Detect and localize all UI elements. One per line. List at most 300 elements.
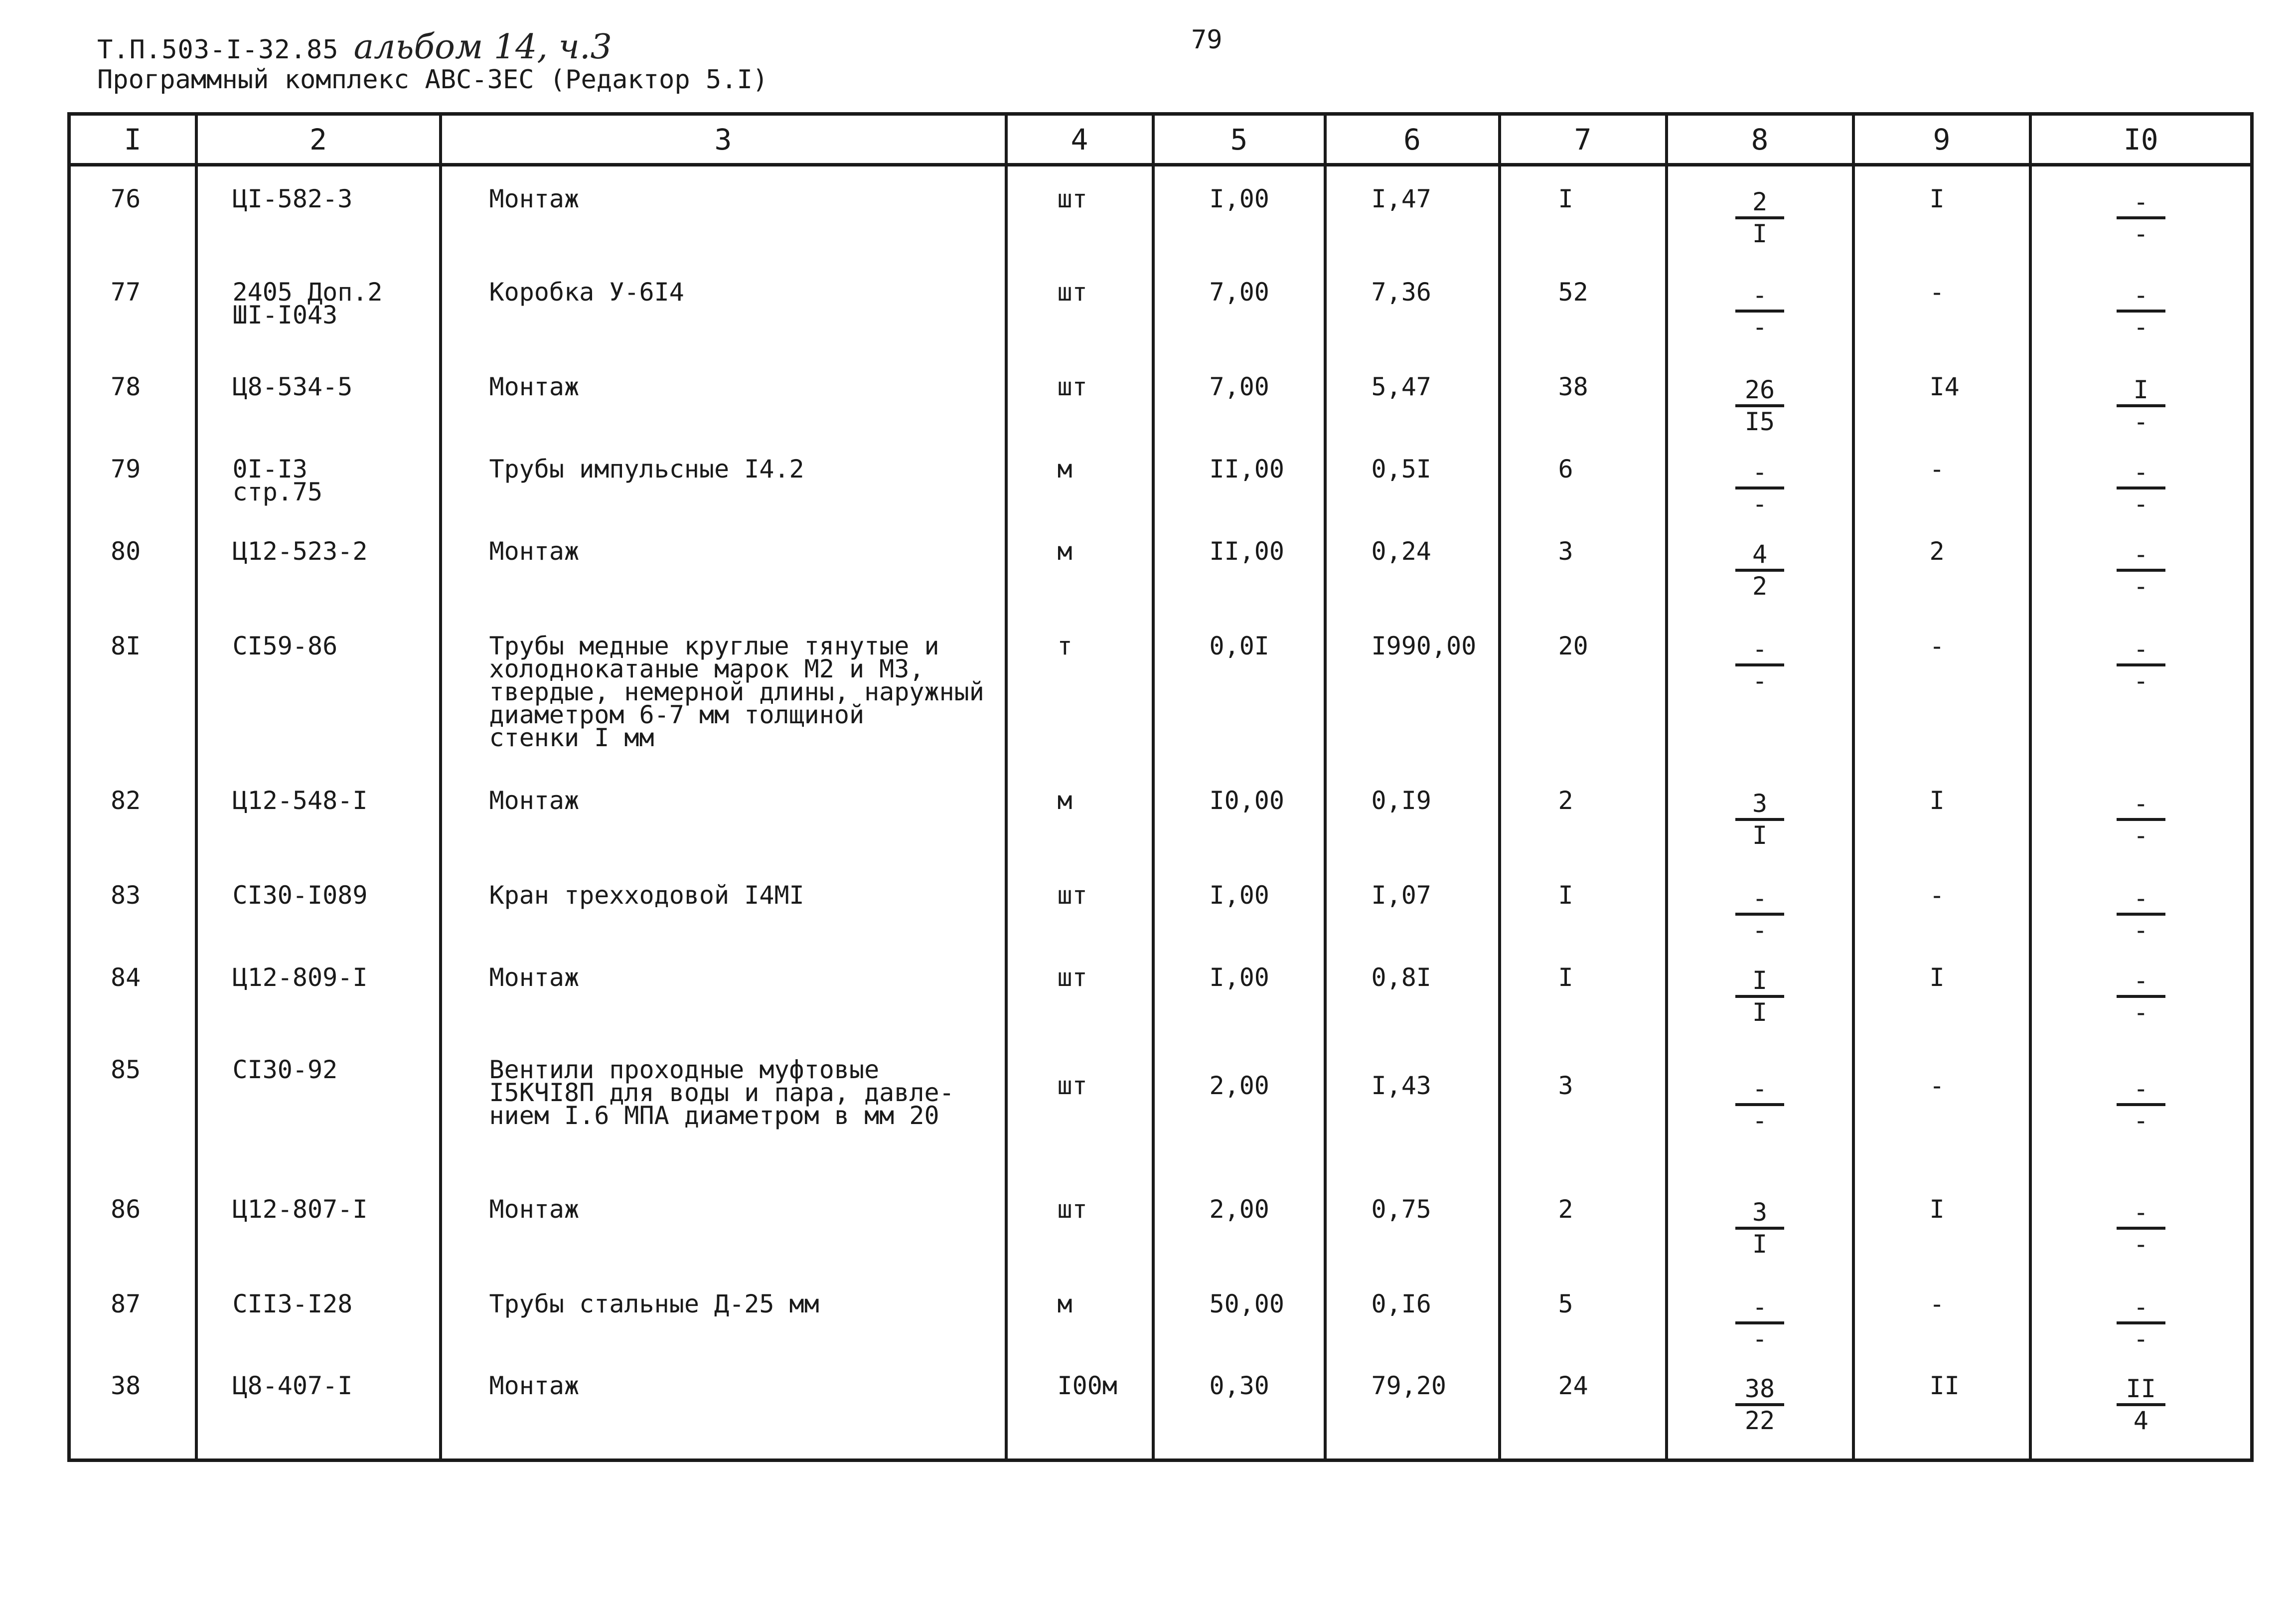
table-row: [69, 437, 2252, 519]
fraction-10: [2114, 458, 2168, 518]
column-7-text: I: [1558, 880, 1573, 910]
column-9-text: I4: [1929, 372, 1960, 401]
fraction-8: [1732, 1198, 1787, 1259]
unit-cost: [1325, 863, 1500, 945]
fraction-10-numerator: -: [2117, 635, 2165, 666]
column-header-9: 9: [1853, 114, 2030, 165]
fraction-10-numerator: -: [2117, 1198, 2165, 1230]
price-code-line: СI30-I089: [232, 880, 368, 910]
column-9-value: [1853, 1353, 2030, 1460]
price-code-line: СII3-I28: [232, 1289, 353, 1318]
unit-cost-text: 0,24: [1371, 536, 1431, 566]
fraction-8-denominator: -: [1752, 666, 1768, 695]
column-8-fraction: [1667, 437, 1853, 519]
column-7-value: [1500, 437, 1667, 519]
unit-text: шт: [1057, 184, 1087, 213]
row-number-text: 38: [111, 1371, 141, 1400]
column-header-3: 3: [441, 114, 1006, 165]
price-code-line: ШI-I043: [232, 300, 338, 329]
column-7-value: [1500, 1037, 1667, 1177]
column-header-7: 7: [1500, 114, 1667, 165]
unit-cost-text: 0,8I: [1371, 963, 1431, 992]
column-9-text: -: [1929, 631, 1945, 660]
price-code: [196, 165, 441, 260]
fraction-10-denominator: -: [2133, 997, 2148, 1027]
work-description: [441, 768, 1006, 863]
fraction-8: [1732, 789, 1787, 850]
row-number: [69, 945, 196, 1037]
fraction-8-denominator: -: [1752, 312, 1768, 341]
price-code: [196, 260, 441, 354]
description-line: Монтаж: [489, 786, 580, 815]
work-description: [441, 863, 1006, 945]
unit-cost: [1325, 1353, 1500, 1460]
work-description: [441, 945, 1006, 1037]
column-9-text: I: [1929, 1194, 1945, 1224]
column-7-value: [1500, 768, 1667, 863]
column-9-value: [1853, 614, 2030, 768]
row-number: [69, 863, 196, 945]
fraction-10-numerator: -: [2117, 540, 2165, 572]
column-9-text: -: [1929, 880, 1945, 910]
column-9-text: I: [1929, 963, 1945, 992]
unit-text: шт: [1057, 880, 1087, 910]
column-7-text: 52: [1558, 277, 1588, 307]
column-7-text: 24: [1558, 1371, 1588, 1400]
fraction-8: [1732, 635, 1787, 695]
row-number: [69, 1272, 196, 1353]
unit-of-measure: [1006, 1037, 1153, 1177]
price-code-line: Ц12-807-I: [232, 1194, 368, 1224]
fraction-10-numerator: I: [2117, 375, 2165, 407]
fraction-8-denominator: I: [1752, 1229, 1768, 1259]
description-line: Монтаж: [489, 536, 580, 566]
row-number: [69, 1037, 196, 1177]
column-header-4: 4: [1006, 114, 1153, 165]
price-code-line: СI30-92: [232, 1055, 338, 1084]
fraction-8: [1732, 458, 1787, 518]
quantity: [1153, 1177, 1325, 1272]
unit-cost-text: 0,I9: [1371, 786, 1431, 815]
quantity: [1153, 768, 1325, 863]
price-code-line: Ц8-534-5: [232, 372, 353, 401]
price-code-line: Ц8-407-I: [232, 1371, 353, 1400]
price-code-line: 0I-I3: [232, 454, 308, 484]
row-number: [69, 260, 196, 354]
fraction-8: [1732, 1293, 1787, 1353]
quantity: [1153, 260, 1325, 354]
unit-of-measure: [1006, 614, 1153, 768]
quantity: [1153, 614, 1325, 768]
column-7-value: [1500, 1272, 1667, 1353]
unit-cost: [1325, 519, 1500, 614]
price-code-line: ЦI-582-3: [232, 184, 353, 213]
quantity-text: I,00: [1209, 880, 1269, 910]
fraction-8-denominator: I: [1752, 219, 1768, 248]
column-7-value: [1500, 945, 1667, 1037]
price-code: [196, 1353, 441, 1460]
document-code: Т.П.503-I-32.85: [97, 35, 339, 65]
column-7-text: 6: [1558, 454, 1573, 484]
quantity-text: I,00: [1209, 963, 1269, 992]
column-9-text: I: [1929, 786, 1945, 815]
row-number-text: 86: [111, 1194, 141, 1224]
quantity: [1153, 437, 1325, 519]
column-10-fraction: [2030, 945, 2252, 1037]
quantity: [1153, 945, 1325, 1037]
price-code: [196, 1272, 441, 1353]
column-7-text: 5: [1558, 1289, 1573, 1318]
unit-cost: [1325, 1037, 1500, 1177]
column-7-text: 3: [1558, 536, 1573, 566]
price-code: [196, 519, 441, 614]
fraction-8-numerator: -: [1735, 1074, 1784, 1106]
estimate-table-wrapper: [67, 112, 2254, 1462]
column-header-2: 2: [196, 114, 441, 165]
column-7-text: I: [1558, 184, 1573, 213]
fraction-8-denominator: I: [1752, 997, 1768, 1027]
row-number: [69, 354, 196, 437]
column-9-value: [1853, 1272, 2030, 1353]
description-line: Монтаж: [489, 184, 580, 213]
quantity: [1153, 354, 1325, 437]
fraction-8-numerator: 3: [1735, 789, 1784, 821]
table-body: [69, 165, 2252, 1460]
column-9-value: [1853, 1037, 2030, 1177]
row-number-text: 76: [111, 184, 141, 213]
column-9-value: [1853, 260, 2030, 354]
fraction-8: [1732, 966, 1787, 1027]
description-line: Коробка У-6I4: [489, 277, 684, 307]
unit-cost-text: 0,5I: [1371, 454, 1431, 484]
work-description: [441, 1272, 1006, 1353]
unit-of-measure: [1006, 165, 1153, 260]
column-9-value: [1853, 945, 2030, 1037]
column-7-text: 2: [1558, 1194, 1573, 1224]
unit-of-measure: [1006, 945, 1153, 1037]
unit-of-measure: [1006, 1177, 1153, 1272]
unit-cost-text: 0,75: [1371, 1194, 1431, 1224]
work-description: [441, 614, 1006, 768]
column-8-fraction: [1667, 260, 1853, 354]
quantity: [1153, 165, 1325, 260]
column-9-value: [1853, 354, 2030, 437]
fraction-8-denominator: I: [1752, 820, 1768, 850]
work-description: [441, 260, 1006, 354]
row-number-text: 82: [111, 786, 141, 815]
handwritten-album-note: альбом 14, ч.3: [353, 27, 612, 67]
column-9-text: 2: [1929, 536, 1945, 566]
fraction-8-numerator: 2: [1735, 187, 1784, 219]
quantity-text: 50,00: [1209, 1289, 1285, 1318]
work-description: [441, 437, 1006, 519]
quantity: [1153, 519, 1325, 614]
unit-text: шт: [1057, 277, 1087, 307]
column-8-fraction: [1667, 1037, 1853, 1177]
column-8-fraction: [1667, 945, 1853, 1037]
quantity-text: 2,00: [1209, 1194, 1269, 1224]
fraction-10-numerator: -: [2117, 966, 2165, 998]
unit-cost-text: 5,47: [1371, 372, 1431, 401]
column-10-fraction: [2030, 768, 2252, 863]
page-number: 79: [1191, 25, 1223, 55]
fraction-10: [2114, 884, 2168, 945]
fraction-8-denominator: 2: [1752, 571, 1768, 601]
column-10-fraction: [2030, 165, 2252, 260]
fraction-10-denominator: -: [2133, 915, 2148, 945]
table-row: [69, 519, 2252, 614]
unit-cost-text: I,43: [1371, 1071, 1431, 1100]
quantity-text: I,00: [1209, 184, 1269, 213]
description-line: диаметром 6-7 мм толщиной: [489, 700, 865, 729]
column-header-8: 8: [1667, 114, 1853, 165]
quantity-text: 7,00: [1209, 372, 1269, 401]
fraction-8-numerator: 3: [1735, 1198, 1784, 1230]
quantity-text: I0,00: [1209, 786, 1285, 815]
column-9-value: [1853, 863, 2030, 945]
description-line: Монтаж: [489, 1371, 580, 1400]
unit-cost-text: 7,36: [1371, 277, 1431, 307]
fraction-8: [1732, 187, 1787, 248]
description-line: Трубы импульсные I4.2: [489, 454, 804, 484]
fraction-8: [1732, 884, 1787, 945]
row-number: [69, 519, 196, 614]
price-code: [196, 863, 441, 945]
column-10-fraction: [2030, 1037, 2252, 1177]
fraction-10-numerator: II: [2117, 1374, 2165, 1406]
column-7-value: [1500, 863, 1667, 945]
column-7-text: 38: [1558, 372, 1588, 401]
work-description: [441, 354, 1006, 437]
column-8-fraction: [1667, 614, 1853, 768]
column-8-fraction: [1667, 354, 1853, 437]
document-subtitle: Программный комплекс АВС-3ЕС (Редактор 5.I): [97, 65, 768, 95]
fraction-8-numerator: -: [1735, 884, 1784, 916]
fraction-8: [1732, 1074, 1787, 1135]
work-description: [441, 1353, 1006, 1460]
column-9-value: [1853, 437, 2030, 519]
fraction-8: [1732, 1374, 1787, 1435]
unit-text: м: [1057, 1289, 1072, 1318]
description-line: твердые, немерной длины, наружный: [489, 677, 984, 706]
price-code: [196, 437, 441, 519]
fraction-8-numerator: -: [1735, 458, 1784, 489]
fraction-10-denominator: -: [2133, 407, 2148, 436]
work-description: [441, 1037, 1006, 1177]
fraction-10-numerator: -: [2117, 187, 2165, 219]
description-line: I5КЧI8П для воды и пара, давле-: [489, 1078, 954, 1107]
column-10-fraction: [2030, 1177, 2252, 1272]
row-number-text: 77: [111, 277, 141, 307]
column-7-value: [1500, 165, 1667, 260]
fraction-10-denominator: -: [2133, 219, 2148, 248]
row-number-text: 80: [111, 536, 141, 566]
column-9-text: II: [1929, 1371, 1960, 1400]
price-code-line: СI59-86: [232, 631, 338, 660]
column-header-1: I: [69, 114, 196, 165]
column-header-5: 5: [1153, 114, 1325, 165]
row-number-text: 8I: [111, 631, 141, 660]
column-8-fraction: [1667, 1353, 1853, 1460]
unit-cost-text: I990,00: [1371, 631, 1477, 660]
unit-of-measure: [1006, 260, 1153, 354]
column-7-value: [1500, 354, 1667, 437]
quantity-text: 0,0I: [1209, 631, 1269, 660]
unit-of-measure: [1006, 768, 1153, 863]
column-7-value: [1500, 1353, 1667, 1460]
fraction-10-numerator: -: [2117, 789, 2165, 821]
row-number: [69, 768, 196, 863]
fraction-8-denominator: -: [1752, 1106, 1768, 1135]
unit-text: м: [1057, 786, 1072, 815]
fraction-8-denominator: I5: [1744, 407, 1775, 436]
fraction-10: [2114, 1374, 2168, 1435]
row-number: [69, 614, 196, 768]
quantity: [1153, 1037, 1325, 1177]
column-9-value: [1853, 165, 2030, 260]
row-number-text: 79: [111, 454, 141, 484]
column-7-text: 20: [1558, 631, 1588, 660]
fraction-10-numerator: -: [2117, 1074, 2165, 1106]
fraction-10-denominator: -: [2133, 312, 2148, 341]
description-line: Вентили проходные муфтовые: [489, 1055, 880, 1084]
column-8-fraction: [1667, 165, 1853, 260]
description-line: Монтаж: [489, 963, 580, 992]
column-10-fraction: [2030, 437, 2252, 519]
unit-cost: [1325, 437, 1500, 519]
column-8-fraction: [1667, 519, 1853, 614]
unit-cost-text: I,07: [1371, 880, 1431, 910]
unit-text: шт: [1057, 1071, 1087, 1100]
column-7-text: 3: [1558, 1071, 1573, 1100]
unit-text: шт: [1057, 372, 1087, 401]
table-row: [69, 260, 2252, 354]
column-7-text: I: [1558, 963, 1573, 992]
fraction-8: [1732, 540, 1787, 601]
price-code-line: Ц12-548-I: [232, 786, 368, 815]
table-row: [69, 863, 2252, 945]
description-line: Трубы медные круглые тянутые и: [489, 631, 939, 660]
fraction-10-denominator: -: [2133, 1229, 2148, 1259]
fraction-10: [2114, 540, 2168, 601]
table-row: [69, 1353, 2252, 1460]
column-8-fraction: [1667, 1177, 1853, 1272]
table-row: [69, 165, 2252, 260]
row-number: [69, 437, 196, 519]
unit-cost-text: 0,I6: [1371, 1289, 1431, 1318]
fraction-10: [2114, 635, 2168, 695]
column-8-fraction: [1667, 1272, 1853, 1353]
fraction-10: [2114, 375, 2168, 436]
unit-cost-text: I,47: [1371, 184, 1431, 213]
row-number: [69, 1177, 196, 1272]
unit-cost: [1325, 1177, 1500, 1272]
fraction-10-numerator: -: [2117, 281, 2165, 313]
price-code-line: Ц12-523-2: [232, 536, 368, 566]
fraction-8-denominator: -: [1752, 915, 1768, 945]
unit-text: м: [1057, 536, 1072, 566]
price-code-line: Ц12-809-I: [232, 963, 368, 992]
quantity-text: 2,00: [1209, 1071, 1269, 1100]
fraction-10: [2114, 1293, 2168, 1353]
description-line: Трубы стальные Д-25 мм: [489, 1289, 819, 1318]
fraction-10: [2114, 789, 2168, 850]
description-line: стенки I мм: [489, 723, 654, 752]
fraction-8-denominator: -: [1752, 1324, 1768, 1353]
fraction-10-numerator: -: [2117, 458, 2165, 489]
table-row: [69, 354, 2252, 437]
table-row: [69, 768, 2252, 863]
price-code-line: 2405 Доп.2: [232, 277, 383, 307]
description-line: нием I.6 МПА диаметром в мм 20: [489, 1101, 939, 1130]
column-7-value: [1500, 1177, 1667, 1272]
document-header: [97, 27, 768, 95]
unit-cost: [1325, 165, 1500, 260]
column-number-row: [69, 114, 2252, 165]
fraction-8: [1732, 375, 1787, 436]
work-description: [441, 1177, 1006, 1272]
fraction-10: [2114, 966, 2168, 1027]
fraction-8-numerator: 26: [1735, 375, 1784, 407]
unit-cost-text: 79,20: [1371, 1371, 1447, 1400]
fraction-10: [2114, 187, 2168, 248]
unit-of-measure: [1006, 863, 1153, 945]
quantity: [1153, 1353, 1325, 1460]
unit-cost: [1325, 945, 1500, 1037]
fraction-10-denominator: -: [2133, 489, 2148, 518]
column-8-fraction: [1667, 863, 1853, 945]
fraction-8-numerator: -: [1735, 1293, 1784, 1324]
column-10-fraction: [2030, 1353, 2252, 1460]
fraction-10-denominator: -: [2133, 820, 2148, 850]
unit-cost: [1325, 768, 1500, 863]
table-row: [69, 945, 2252, 1037]
quantity: [1153, 1272, 1325, 1353]
fraction-8-numerator: 38: [1735, 1374, 1784, 1406]
column-7-value: [1500, 614, 1667, 768]
quantity-text: 0,30: [1209, 1371, 1269, 1400]
row-number-text: 85: [111, 1055, 141, 1084]
work-description: [441, 165, 1006, 260]
column-10-fraction: [2030, 1272, 2252, 1353]
price-code: [196, 614, 441, 768]
estimate-table: [67, 112, 2254, 1462]
fraction-8-numerator: -: [1735, 281, 1784, 313]
column-9-text: -: [1929, 1071, 1945, 1100]
description-line: Монтаж: [489, 1194, 580, 1224]
unit-cost: [1325, 354, 1500, 437]
header-line-1: [97, 27, 768, 65]
column-10-fraction: [2030, 519, 2252, 614]
fraction-8: [1732, 281, 1787, 341]
quantity-text: II,00: [1209, 454, 1285, 484]
fraction-10: [2114, 1198, 2168, 1259]
unit-text: т: [1057, 631, 1072, 660]
row-number-text: 87: [111, 1289, 141, 1318]
work-description: [441, 519, 1006, 614]
price-code-line: стр.75: [232, 477, 323, 506]
column-9-text: -: [1929, 1289, 1945, 1318]
table-row: [69, 614, 2252, 768]
column-9-text: I: [1929, 184, 1945, 213]
column-9-value: [1853, 1177, 2030, 1272]
unit-text: шт: [1057, 963, 1087, 992]
unit-cost: [1325, 614, 1500, 768]
description-line: холоднокатаные марок М2 и М3,: [489, 654, 924, 683]
table-row: [69, 1037, 2252, 1177]
price-code: [196, 1177, 441, 1272]
column-7-value: [1500, 519, 1667, 614]
